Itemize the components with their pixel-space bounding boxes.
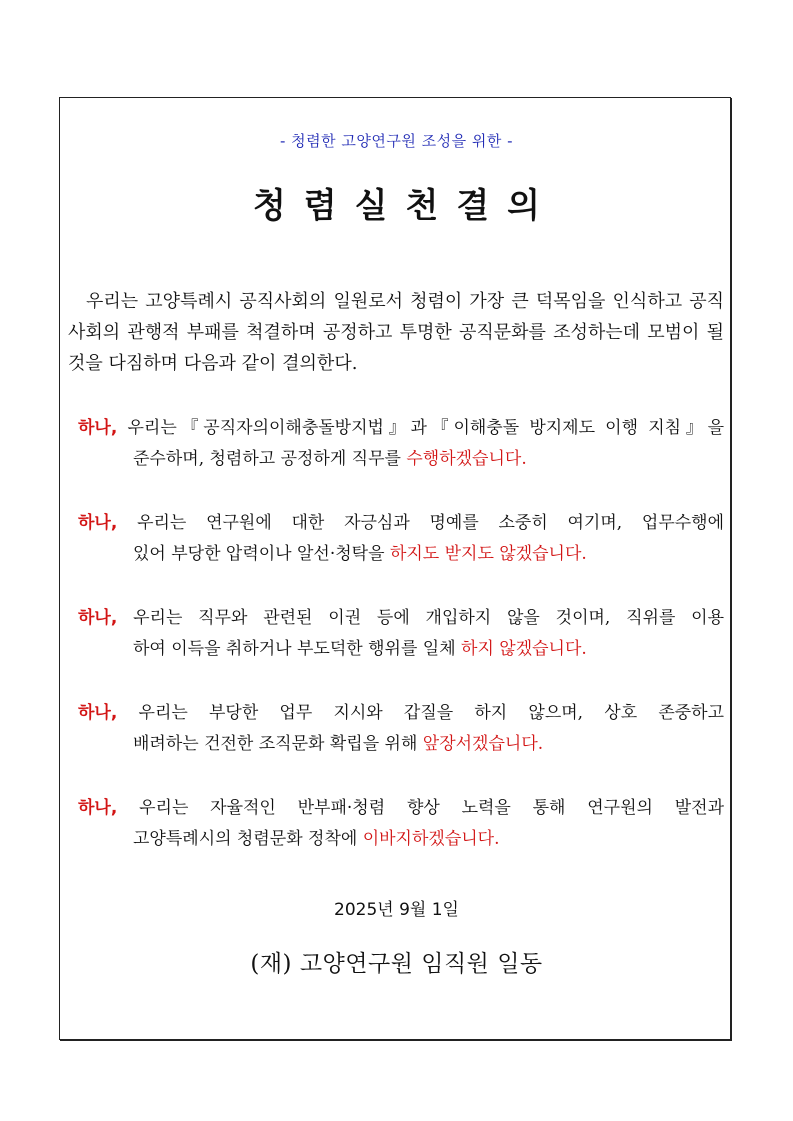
pledge-emphasis: 이바지하겠습니다. (362, 829, 500, 849)
pledge-lead: 하나, (78, 703, 118, 723)
pledge-line-1 (78, 508, 724, 539)
pledge-list (78, 413, 724, 888)
pledge-line-1 (78, 603, 724, 634)
pledge-text: 우리는 직무와 관련된 이권 등에 개입하지 않을 것이며, 직위를 이용 (133, 608, 724, 628)
pledge-line-2 (78, 824, 724, 855)
pledge-text-cont: 하여 이득을 취하거나 부도덕한 행위를 일체 (133, 639, 462, 659)
pledge-line-2 (78, 729, 724, 760)
pledge-item (78, 603, 724, 665)
signatory: (재) 고양연구원 임직원 일동 (250, 951, 543, 977)
document-title: 청렴실천결의 (252, 186, 559, 226)
pledge-text-cont: 있어 부당한 압력이나 알선·청탁을 (133, 544, 390, 564)
intro-paragraph (68, 286, 724, 379)
pledge-line-2 (78, 634, 724, 665)
resolution-date: 2025년 9월 1일 (334, 900, 459, 920)
pledge-emphasis: 앞장서겠습니다. (422, 734, 544, 754)
intro-text: 우리는 고양특례시 공직사회의 일원로서 청렴이 가장 큰 덕목임을 인식하고 공직사회의 관행적 부패를 척결하며 공정하고 투명한 공직문화를 조성하는데 모범이 될 것을 다짐하며 다음과 같이 결의한다. (68, 291, 724, 374)
pledge-item (78, 698, 724, 760)
pledge-lead: 하나, (78, 798, 118, 818)
pledge-line-1 (78, 413, 724, 444)
pledge-lead: 하나, (78, 513, 118, 533)
pledge-emphasis: 하지 않겠습니다. (461, 639, 587, 659)
pledge-lead: 하나, (78, 418, 118, 438)
pledge-line-1 (78, 698, 724, 729)
pledge-text-cont: 준수하며, 청렴하고 공정하게 직무를 (133, 449, 407, 469)
pledge-text: 우리는『공직자의이해충돌방지법』과『이해충돌 방지제도 이행 지침』을 (127, 418, 725, 438)
pledge-item (78, 413, 724, 475)
pledge-item (78, 508, 724, 570)
pledge-emphasis: 하지도 받지도 않겠습니다. (389, 544, 587, 564)
pledge-text: 우리는 연구원에 대한 자긍심과 명예를 소중히 여기며, 업무수행에 (137, 513, 725, 533)
pledge-lead: 하나, (78, 608, 118, 628)
pledge-line-1 (78, 793, 724, 824)
pledge-line-2 (78, 539, 724, 570)
pledge-item (78, 793, 724, 855)
subtitle: - 청렴한 고양연구원 조성을 위한 - (279, 132, 514, 150)
pledge-text: 우리는 자율적인 반부패·청렴 향상 노력을 통해 연구원의 발전과 (139, 798, 725, 818)
pledge-line-2 (78, 444, 724, 475)
pledge-text-cont: 배려하는 건전한 조직문화 확립을 위해 (133, 734, 423, 754)
pledge-text-cont: 고양특례시의 청렴문화 정착에 (133, 829, 363, 849)
pledge-emphasis: 수행하겠습니다. (406, 449, 527, 469)
pledge-text: 우리는 부당한 업무 지시와 갑질을 하지 않으며, 상호 존중하고 (138, 703, 725, 723)
